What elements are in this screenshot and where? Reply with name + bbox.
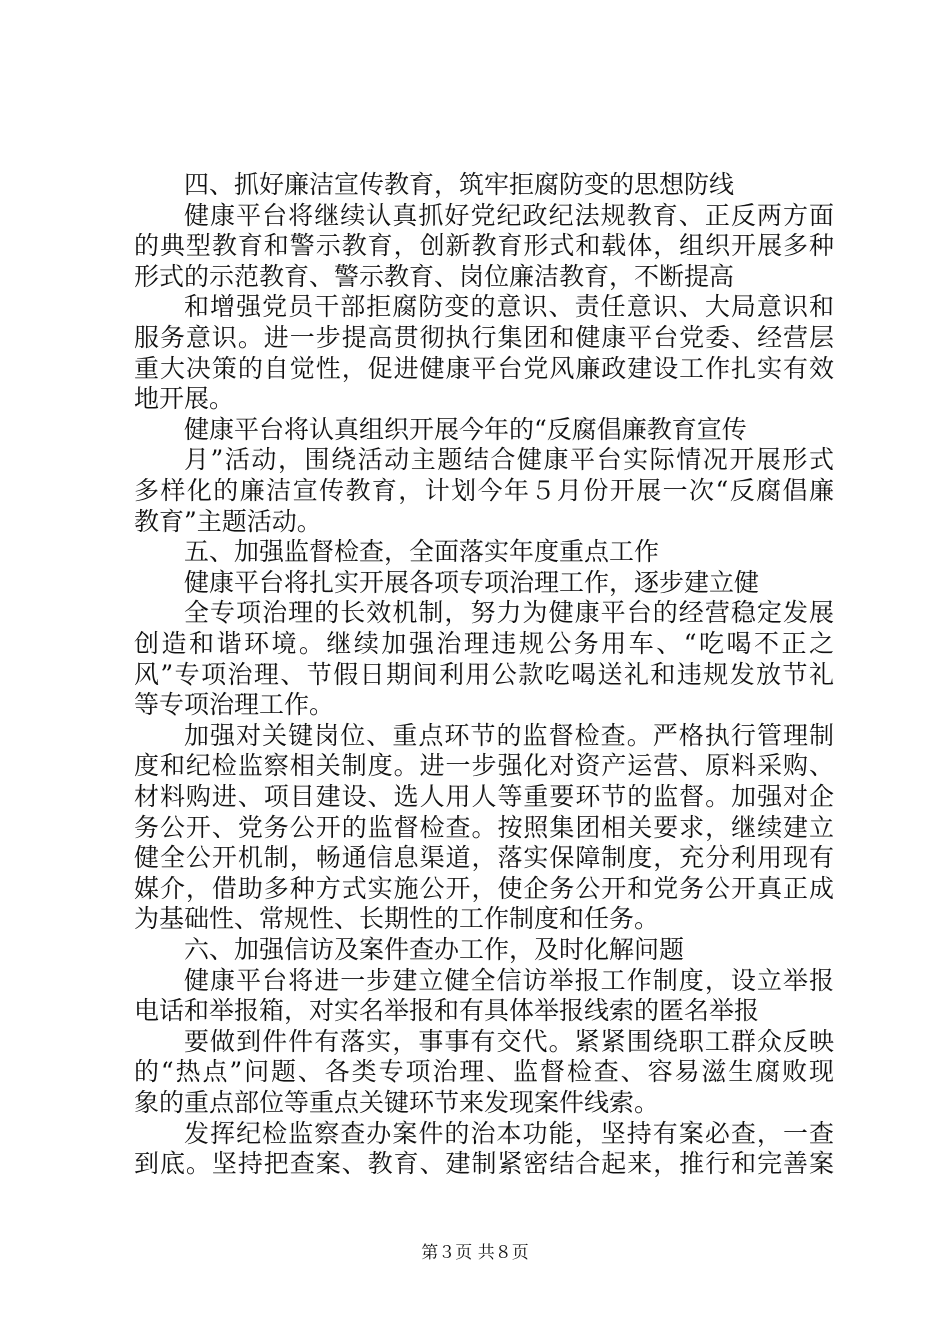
text-line: 象的重点部位等重点关键环节来发现案件线索。 [134,1088,660,1117]
text-line: 的“热点”问题、各类专项治理、监督检查、容易滋生腐败现 [134,1057,834,1087]
text-line: 发挥纪检监察查办案件的治本功能，坚持有案必查，一查 [184,1118,834,1148]
text-line: 地开展。 [134,384,235,414]
text-line: 风”专项治理、节假日期间利用公款吃喝送礼和违规发放节礼 [134,659,834,689]
text-line: 全专项治理的长效机制，努力为健康平台的经营稳定发展 [184,598,834,628]
text-line: 月”活动，围绕活动主题结合健康平台实际情况开展形式 [184,445,834,475]
text-line: 创造和谐环境。继续加强治理违规公务用车、“吃喝不正之 [134,629,834,658]
text-line: 六、加强信访及案件查办工作，及时化解问题 [184,935,685,964]
text-line: 服务意识。进一步提高贯彻执行集团和健康平台党委、经营层 [134,323,834,352]
text-line: 材料购进、项目建设、选人用人等重要环节的监督。加强对企 [134,782,834,811]
text-line: 为基础性、常规性、长期性的工作制度和任务。 [134,904,660,934]
text-line: 度和纪检监察相关制度。进一步强化对资产运营、原料采购、 [134,751,834,781]
text-line: 健康平台将扎实开展各项专项治理工作，逐步建立健 [184,567,760,597]
text-line: 要做到件件有落实，事事有交代。紧紧围绕职工群众反映 [184,1026,834,1056]
text-line: 五、加强监督检查，全面落实年度重点工作 [184,537,660,567]
text-line: 多样化的廉洁宣传教育，计划今年５月份开展一次“反腐倡廉 [134,476,834,505]
text-line: 加强对关键岗位、重点环节的监督检查。严格执行管理制 [184,720,834,750]
text-line: 健康平台将认真组织开展今年的“反腐倡廉教育宣传 [184,414,747,444]
text-line: 等专项治理工作。 [134,690,335,720]
text-line: 和增强党员干部拒腐防变的意识、责任意识、大局意识和 [184,292,834,322]
text-line: 重大决策的自觉性，促进健康平台党风廉政建设工作扎实有效 [134,353,834,383]
text-line: 教育”主题活动。 [134,506,322,536]
text-line: 健康平台将进一步建立健全信访举报工作制度，设立举报 [184,965,834,995]
text-line: 媒介，借助多种方式实施公开，使企务公开和党务公开真正成 [134,873,834,903]
text-line: 形式的示范教育、警示教育、岗位廉洁教育，不断提高 [134,261,735,291]
text-line: 健全公开机制，畅通信息渠道，落实保障制度，充分利用现有 [134,843,834,873]
page-footer: 第３页 共８页 [421,1243,529,1263]
text-line: 健康平台将继续认真抓好党纪政纪法规教育、正反两方面 [184,200,834,230]
text-line: 电话和举报箱，对实名举报和有具体举报线索的匿名举报 [134,996,760,1026]
text-line: 的典型教育和警示教育，创新教育形式和载体，组织开展多种 [134,231,834,261]
text-line: 到底。坚持把查案、教育、建制紧密结合起来，推行和完善案 [134,1149,834,1179]
text-line: 务公开、党务公开的监督检查。按照集团相关要求，继续建立 [134,812,834,842]
text-line: 四、抓好廉洁宣传教育，筑牢拒腐防变的思想防线 [184,170,735,199]
